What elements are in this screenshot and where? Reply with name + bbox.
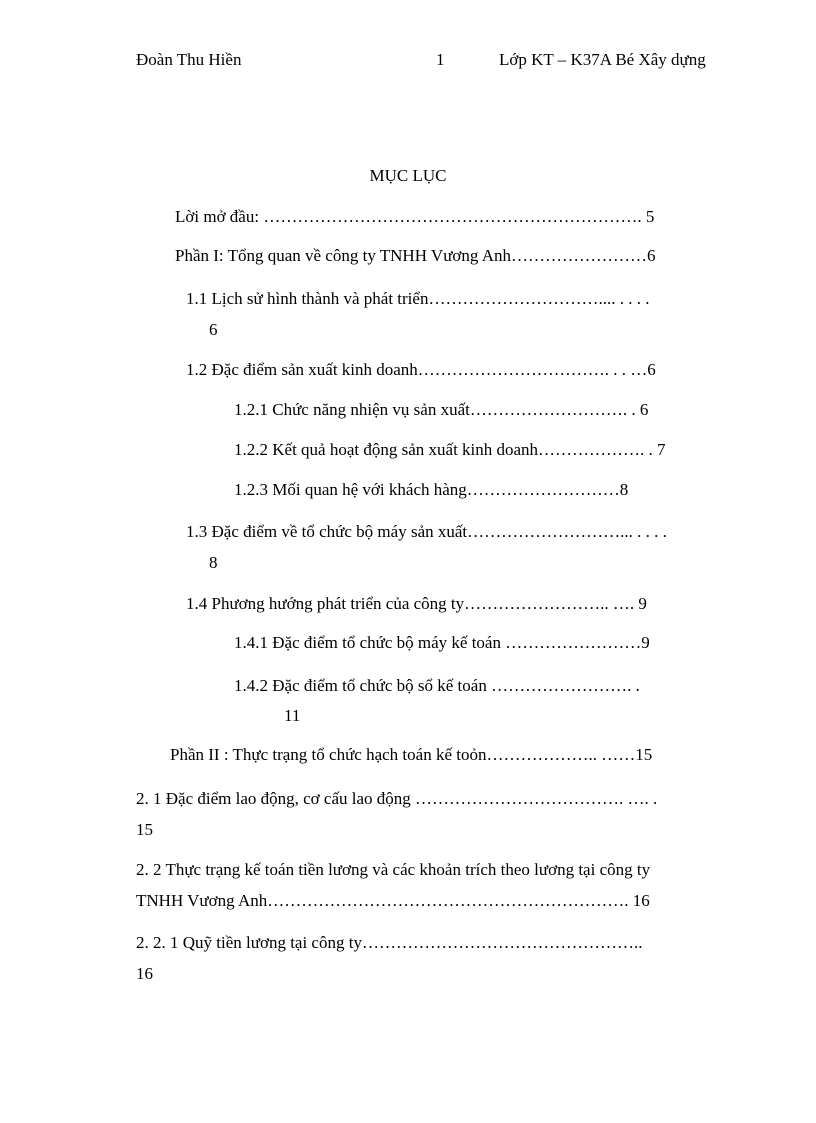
toc-entry-page: 11 — [284, 706, 301, 725]
toc-entry-page: 15 — [136, 820, 153, 839]
header-class-info: Lớp KT – K37A Bé Xây dựng — [499, 50, 706, 69]
toc-entry: Lời mở đầu: …………………………………………………………. 5 — [175, 207, 655, 226]
toc-entry: 1.2.3 Mối quan hệ với khách hàng………………………8 — [234, 480, 629, 499]
toc-entry: Phần II : Thực trạng tổ chức hạch toán kế toỏn……………….. ……15 — [170, 745, 653, 764]
toc-entry: 1.1 Lịch sử hình thành và phát triển………………………….... . . . . — [186, 289, 650, 308]
toc-entry: TNHH Vương Anh………………………………………………………. 16 — [136, 891, 650, 910]
toc-entry: 1.4.1 Đặc điểm tổ chức bộ máy kế toán ……………………9 — [234, 633, 650, 652]
toc-title: MỤC LỤC — [369, 166, 447, 185]
toc-entry: 2. 2. 1 Quỹ tiền lương tại công ty………………………………………….. — [136, 933, 643, 952]
toc-entry: 1.2 Đặc điểm sản xuất kinh doanh……………………………. . . …6 — [186, 360, 656, 379]
toc-entry: 1.4 Phương hướng phát triển của công ty…………………….. …. 9 — [186, 594, 647, 613]
toc-entry: 2. 1 Đặc điểm lao động, cơ cấu lao động ………………………………. …. . — [136, 789, 658, 808]
toc-entry-page: 6 — [209, 320, 218, 339]
toc-entry: Phần I: Tổng quan về công ty TNHH Vương Anh……………………6 — [175, 246, 656, 265]
toc-entry: 1.2.2 Kết quả hoạt động sản xuất kinh doanh………………. . 7 — [234, 440, 666, 459]
toc-entry: 1.4.2 Đặc điểm tổ chức bộ sổ kế toán ……………………. . — [234, 676, 640, 695]
toc-entry: 1.3 Đặc điểm về tổ chức bộ máy sản xuất………………………... . . . . — [186, 522, 667, 541]
toc-entry-page: 16 — [136, 964, 153, 983]
toc-entry: 1.2.1 Chức năng nhiện vụ sản xuất………………………. . 6 — [234, 400, 649, 419]
header-page-number: 1 — [436, 50, 445, 69]
toc-entry-page: 8 — [209, 553, 218, 572]
header-author: Đoàn Thu Hiền — [136, 50, 242, 69]
toc-entry: 2. 2 Thực trạng kế toán tiền lương và các khoản trích theo lương tại công ty — [136, 860, 651, 879]
